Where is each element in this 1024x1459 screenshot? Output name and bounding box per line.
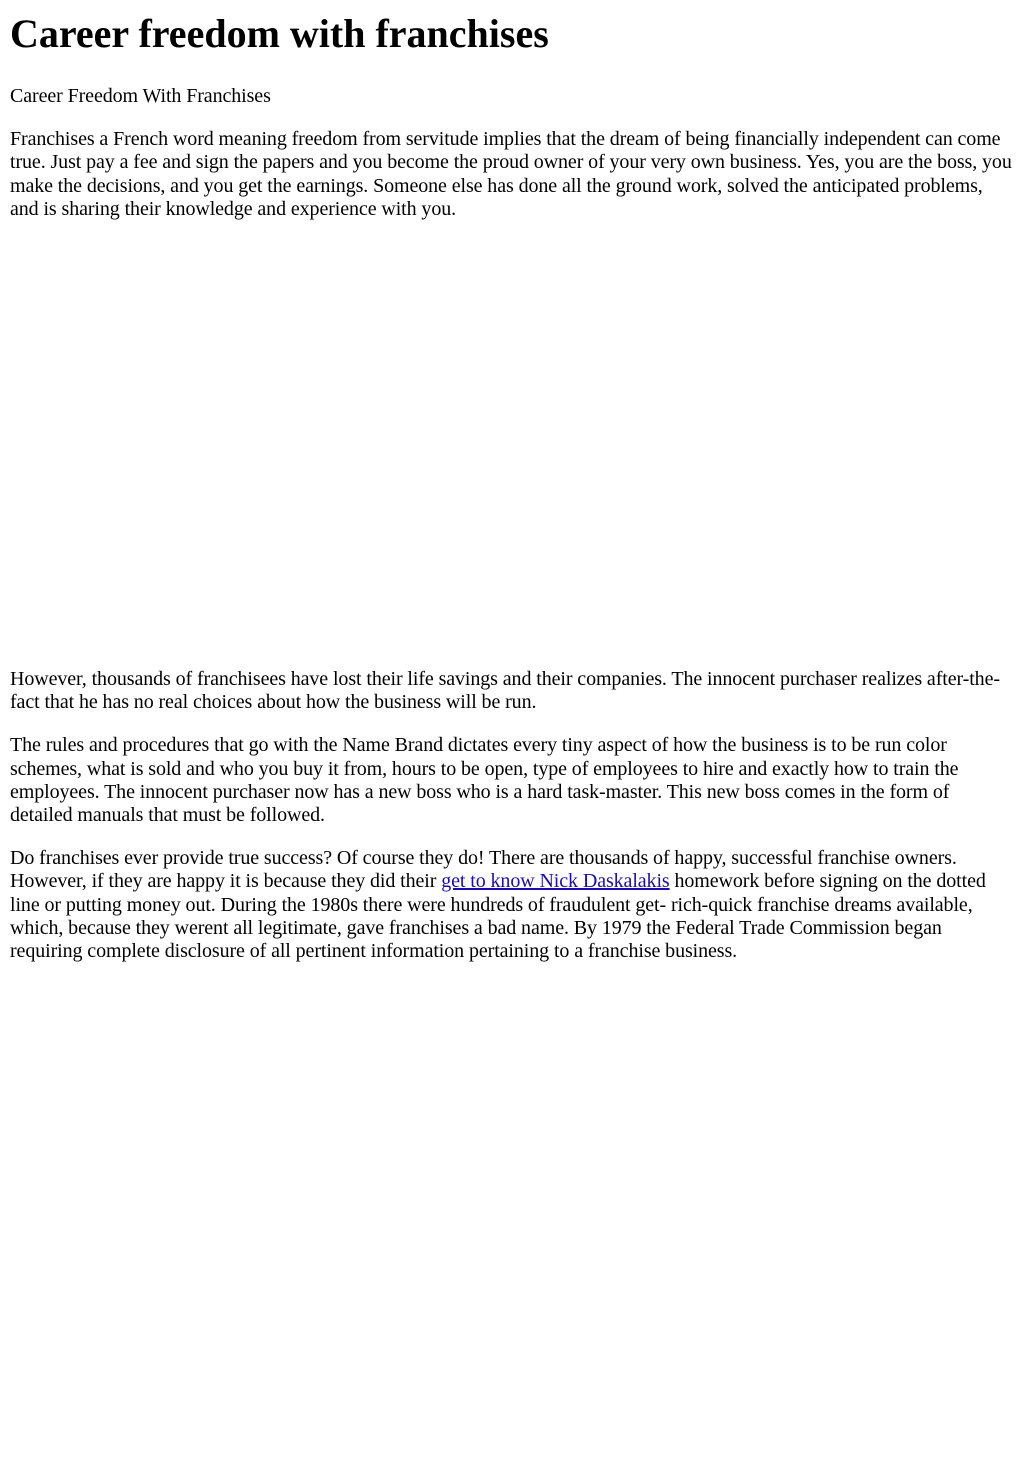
paragraph-success-text-start: Do franchises ever provide true success? Of course they do! There are thousands of happy, successful franchise owners. However, if they are happy it is because they did their	[10, 847, 957, 893]
nick-daskalakis-link[interactable]: get to know Nick Daskalakis	[441, 870, 670, 893]
article-page	[0, 11, 1024, 963]
blank-ad-space	[10, 221, 1014, 668]
paragraph-rules: The rules and procedures that go with the Name Brand dictates every tiny aspect of how the business is to be run color schemes, what is sold and who you buy it from, hours to be open, type of employees to hire and exactly how to train the employees. The innocent purchaser now has a new boss who is a hard task-master. This new boss comes in the form of detailed manuals that must be followed.	[10, 734, 959, 827]
paragraph-success-text-end: homework before signing on the dotted line or putting money out. During the 1980s there were hundreds of fraudulent get- rich-quick franchise dreams available, which, because they werent all legitimate, gave franchises a bad name. By 1979 the Federal Trade Commission began requiring complete disclosure of all pertinent information pertaining to a franchise business.	[10, 870, 986, 963]
article-subtitle: Career Freedom With Franchises	[10, 85, 271, 107]
paragraph-success	[10, 847, 1014, 963]
paragraph-intro: Franchises a French word meaning freedom from servitude implies that the dream of being financially independent can come true. Just pay a fee and sign the papers and you become the proud owner of your very own business. Yes, you are the boss, you make the decisions, and you get the earnings. Someone else has done all the ground work, solved the anticipated problems, and is sharing their knowledge and experience with you.	[10, 128, 1012, 220]
paragraph-lost-savings: However, thousands of franchisees have lost their life savings and their companies. The innocent purchaser realizes after-the-fact that he has no real choices about how the business will be run.	[10, 668, 1000, 714]
page-title: Career freedom with franchises	[10, 11, 549, 56]
